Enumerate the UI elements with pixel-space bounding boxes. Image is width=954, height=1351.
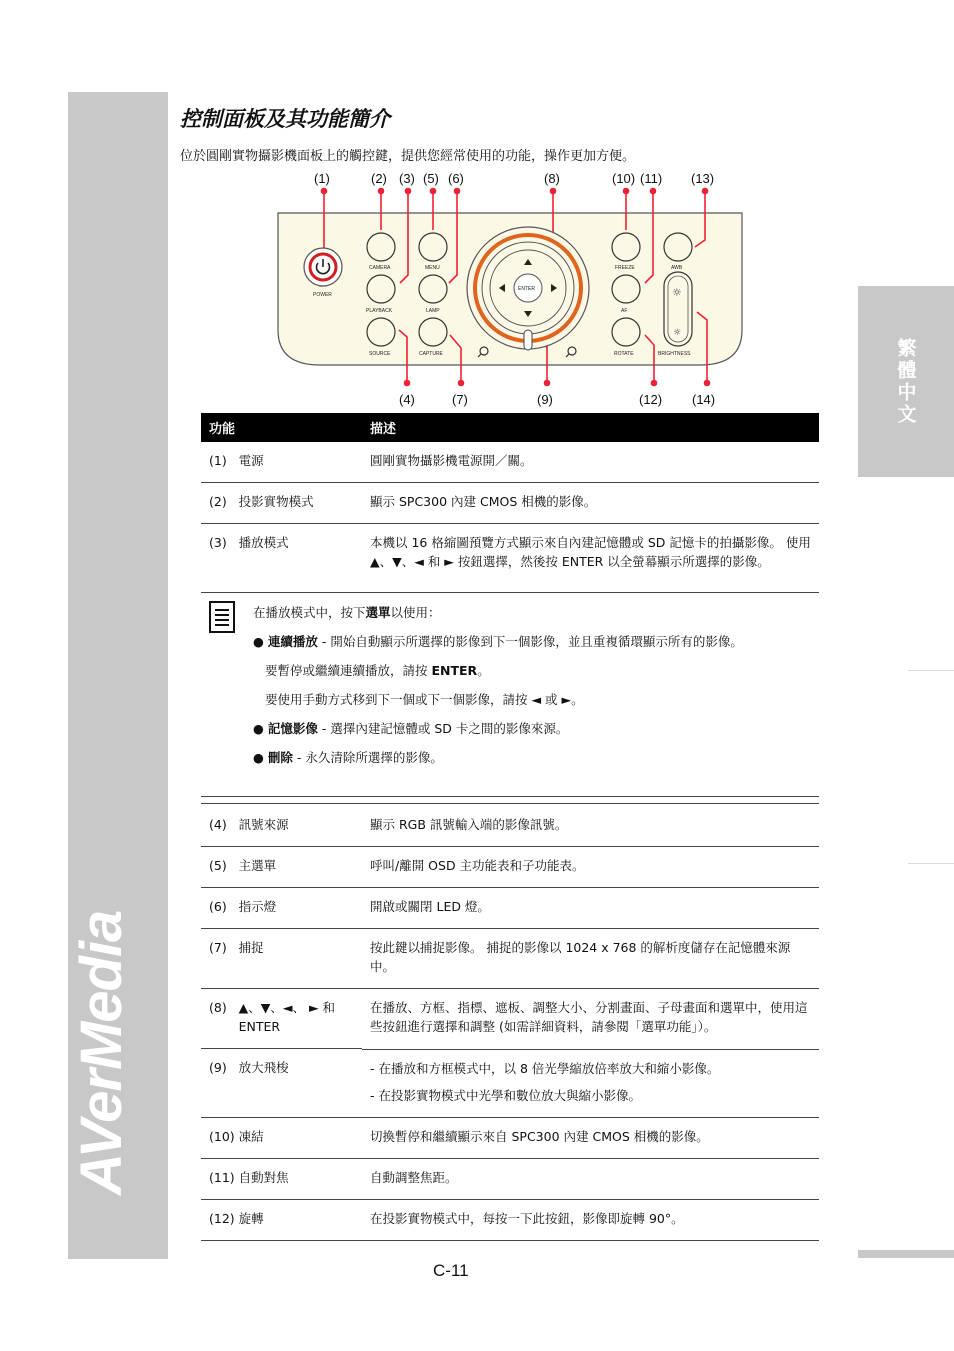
side-divider bbox=[908, 863, 954, 864]
camera-label: CAMERA bbox=[369, 265, 391, 271]
table-row bbox=[201, 524, 819, 584]
page-number: C-11 bbox=[433, 1261, 469, 1280]
row-desc: 顯示 SPC300 內建 CMOS 相機的影像。 bbox=[362, 483, 819, 524]
playback-label: PLAYBACK bbox=[366, 308, 393, 314]
function-table bbox=[201, 413, 819, 583]
zoom-shuttle bbox=[524, 330, 532, 350]
table-row bbox=[201, 483, 819, 524]
table-row: (5) 主選單 呼叫/離開 OSD 主功能表和子功能表。 bbox=[201, 847, 819, 888]
double-divider bbox=[201, 796, 819, 804]
avermedia-logo: AVerMedia bbox=[69, 910, 134, 1195]
row-num: (2) bbox=[209, 494, 227, 509]
table-row: (12) 旋轉 在投影實物模式中，每按一下此按鈕，影像即旋轉 90°。 bbox=[201, 1199, 819, 1240]
bottom-gray-bar bbox=[858, 1250, 954, 1258]
callout-7: (7) bbox=[452, 392, 468, 407]
source-label: SOURCE bbox=[369, 351, 391, 357]
lamp-label: LAMP bbox=[426, 308, 440, 314]
note-item-slideshow: ● 連續播放 - 開始自動顯示所選擇的影像到下一個影像，並且重複循環顯示所有的影像。 bbox=[253, 634, 743, 649]
header-function: 功能 bbox=[201, 413, 362, 442]
language-tab-label: 繁體中文 bbox=[894, 337, 917, 426]
row-name: 電源 bbox=[238, 453, 264, 468]
callout-3: (3) bbox=[399, 171, 415, 186]
callout-13: (13) bbox=[691, 171, 715, 186]
callout-1: (1) bbox=[314, 171, 330, 186]
table-row: (7) 捕捉 按此鍵以捕捉影像。 捕捉的影像以 1024 x 768 的解析度儲存在記憶體來源中。 bbox=[201, 929, 819, 989]
table-header bbox=[201, 413, 819, 442]
note-item-memory: ● 記憶影像 - 選擇內建記憶體或 SD 卡之間的影像來源。 bbox=[253, 721, 569, 736]
af-label: AF bbox=[621, 308, 628, 314]
rotate-label: ROTATE bbox=[614, 351, 634, 357]
menu-label: MENU bbox=[425, 265, 440, 271]
row-desc: 圓剛實物攝影機電源開／關。 bbox=[362, 442, 819, 483]
callout-5: (5) bbox=[423, 171, 439, 186]
language-tab bbox=[858, 286, 954, 477]
power-label: POWER bbox=[313, 292, 332, 298]
note-icon bbox=[209, 601, 235, 633]
control-panel-diagram bbox=[195, 165, 755, 410]
note-sub-pause: 要暫停或繼續連續播放，請按 ENTER。 bbox=[265, 663, 490, 678]
awb-label: AWB bbox=[671, 265, 683, 271]
intro-text: 位於圓剛實物攝影機面板上的觸控鍵，提供您經常使用的功能，操作更加方便。 bbox=[180, 149, 636, 164]
callout-4: (4) bbox=[399, 392, 415, 407]
note-box bbox=[201, 592, 819, 796]
note-item-delete: ● 刪除 - 永久清除所選擇的影像。 bbox=[253, 750, 443, 765]
callout-8: (8) bbox=[544, 171, 560, 186]
callout-12: (12) bbox=[639, 392, 663, 407]
row-name: 播放模式 bbox=[238, 535, 289, 550]
enter-label: ENTER bbox=[518, 286, 535, 292]
sun-bright-icon: ☼ bbox=[672, 286, 682, 299]
table-row: (9) 放大飛梭 - 在播放和方框模式中，以 8 倍光學縮放倍率放大和縮小影像。 - 在投影實物模式中光學和數位放大與縮小影像。 bbox=[201, 1049, 819, 1117]
callout-14: (14) bbox=[692, 392, 716, 407]
table-row: (11) 自動對焦 自動調整焦距。 bbox=[201, 1158, 819, 1199]
callout-11: (11) bbox=[640, 171, 663, 186]
page-title: 控制面板及其功能簡介 bbox=[180, 107, 390, 131]
header-description: 描述 bbox=[362, 413, 819, 442]
table-row: (10) 凍結 切換暫停和繼續顯示來自 SPC300 內建 CMOS 相機的影像。 bbox=[201, 1117, 819, 1158]
table-row bbox=[201, 442, 819, 483]
capture-label: CAPTURE bbox=[419, 351, 443, 357]
table-row: (8) ▲、▼、◄、 ► 和 ENTER 在播放、方框、指標、遮板、調整大小、分割畫面、子母畫面和選單中，使用這些按鈕進行選擇和調整 (如需詳細資料，請參閱「選單功能」）。 bbox=[201, 989, 819, 1050]
callout-10: (10) bbox=[612, 171, 636, 186]
function-table-continued bbox=[201, 806, 819, 1241]
table-row: (6) 指示燈 開啟或關閉 LED 燈。 bbox=[201, 888, 819, 929]
row-num: (3) bbox=[209, 535, 227, 550]
note-intro: 在播放模式中，按下選單以使用： bbox=[253, 605, 441, 620]
brightness-label: BRIGHTNESS bbox=[658, 351, 691, 357]
row-num: (1) bbox=[209, 453, 227, 468]
callout-9: (9) bbox=[537, 392, 553, 407]
callout-2: (2) bbox=[371, 171, 387, 186]
sun-dim-icon: ☼ bbox=[673, 328, 682, 338]
freeze-label: FREEZE bbox=[615, 265, 635, 271]
row-desc: 本機以 16 格縮圖預覽方式顯示來自內建記憶體或 SD 記憶卡的拍攝影像。 使用 ▲、▼、◄ 和 ► 按鈕選擇，然後按 ENTER 以全螢幕顯示所選擇的影像。 bbox=[370, 535, 811, 569]
row-name: 投影實物模式 bbox=[238, 494, 314, 509]
callout-6: (6) bbox=[448, 171, 464, 186]
table-row: (4) 訊號來源 顯示 RGB 訊號輸入端的影像訊號。 bbox=[201, 806, 819, 847]
side-divider bbox=[908, 670, 954, 671]
note-sub-manual: 要使用手動方式移到下一個或下一個影像，請按 ◄ 或 ►。 bbox=[265, 692, 584, 707]
